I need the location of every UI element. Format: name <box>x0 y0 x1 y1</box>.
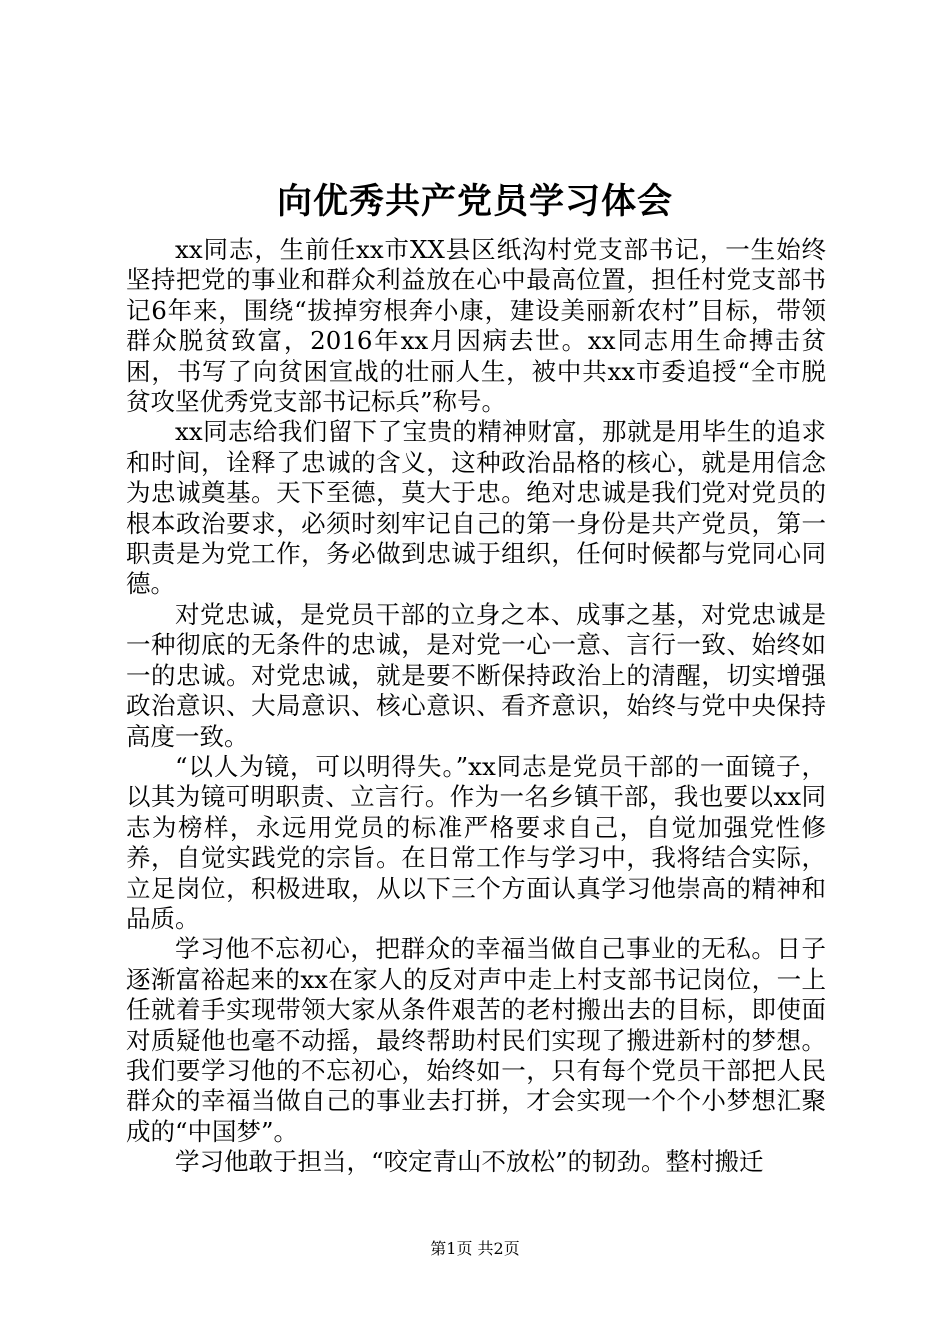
paragraph: 学习他不忘初心，把群众的幸福当做自己事业的无私。日子逐渐富裕起来的xx在家人的反对声中走上村支部书记岗位，一上任就着手实现带领大家从条件艰苦的老村搬出去的目标，即使面对质疑他也毫不动摇，最终帮助村民们实现了搬进新村的梦想。我们要学习他的不忘初心，始终如一，只有每个党员干部把人民群众的幸福当做自己的事业去打拼，才会实现一个个小梦想汇聚成的“中国梦”。 <box>126 934 826 1146</box>
paragraph: xx同志，生前任xx市XX县区纸沟村党支部书记，一生始终坚持把党的事业和群众利益放在心中最高位置，担任村党支部书记6年来，围绕“拔掉穷根奔小康，建设美丽新农村”目标，带领群众脱贫致富，2016年xx月因病去世。xx同志用生命搏击贫困，书写了向贫困宣战的壮丽人生，被中共xx市委追授“全市脱贫攻坚优秀党支部书记标兵”称号。 <box>126 235 826 417</box>
paragraph: 学习他敢于担当，“咬定青山不放松”的韧劲。整村搬迁 <box>175 1147 764 1177</box>
paragraph: 对党忠诚，是党员干部的立身之本、成事之基，对党忠诚是一种彻底的无条件的忠诚，是对党一心一意、言行一致、始终如一的忠诚。对党忠诚，就是要不断保持政治上的清醒，切实增强政治意识、大局意识、核心意识、看齐意识，始终与党中央保持高度一致。 <box>126 599 826 751</box>
document-title: 向优秀共产党员学习体会 <box>276 181 673 222</box>
document-body <box>126 235 826 1178</box>
paragraph: xx同志给我们留下了宝贵的精神财富，那就是用毕生的追求和时间，诠释了忠诚的含义，这种政治品格的核心，就是用信念为忠诚奠基。天下至德，莫大于忠。绝对忠诚是我们党对党员的根本政治要求，必须时刻牢记自己的第一身份是共产党员，第一职责是为党工作，务必做到忠诚于组织，任何时候都与党同心同德。 <box>126 417 826 599</box>
page-footer: 第1页 共2页 <box>430 1239 520 1258</box>
paragraph: “以人为镜，可以明得失。”xx同志是党员干部的一面镜子，以其为镜可明职责、立言行。作为一名乡镇干部，我也要以xx同志为榜样，永远用党员的标准严格要求自己，自觉加强党性修养，自觉实践党的宗旨。在日常工作与学习中，我将结合实际，立足岗位，积极进取，从以下三个方面认真学习他崇高的精神和品质。 <box>126 751 826 933</box>
